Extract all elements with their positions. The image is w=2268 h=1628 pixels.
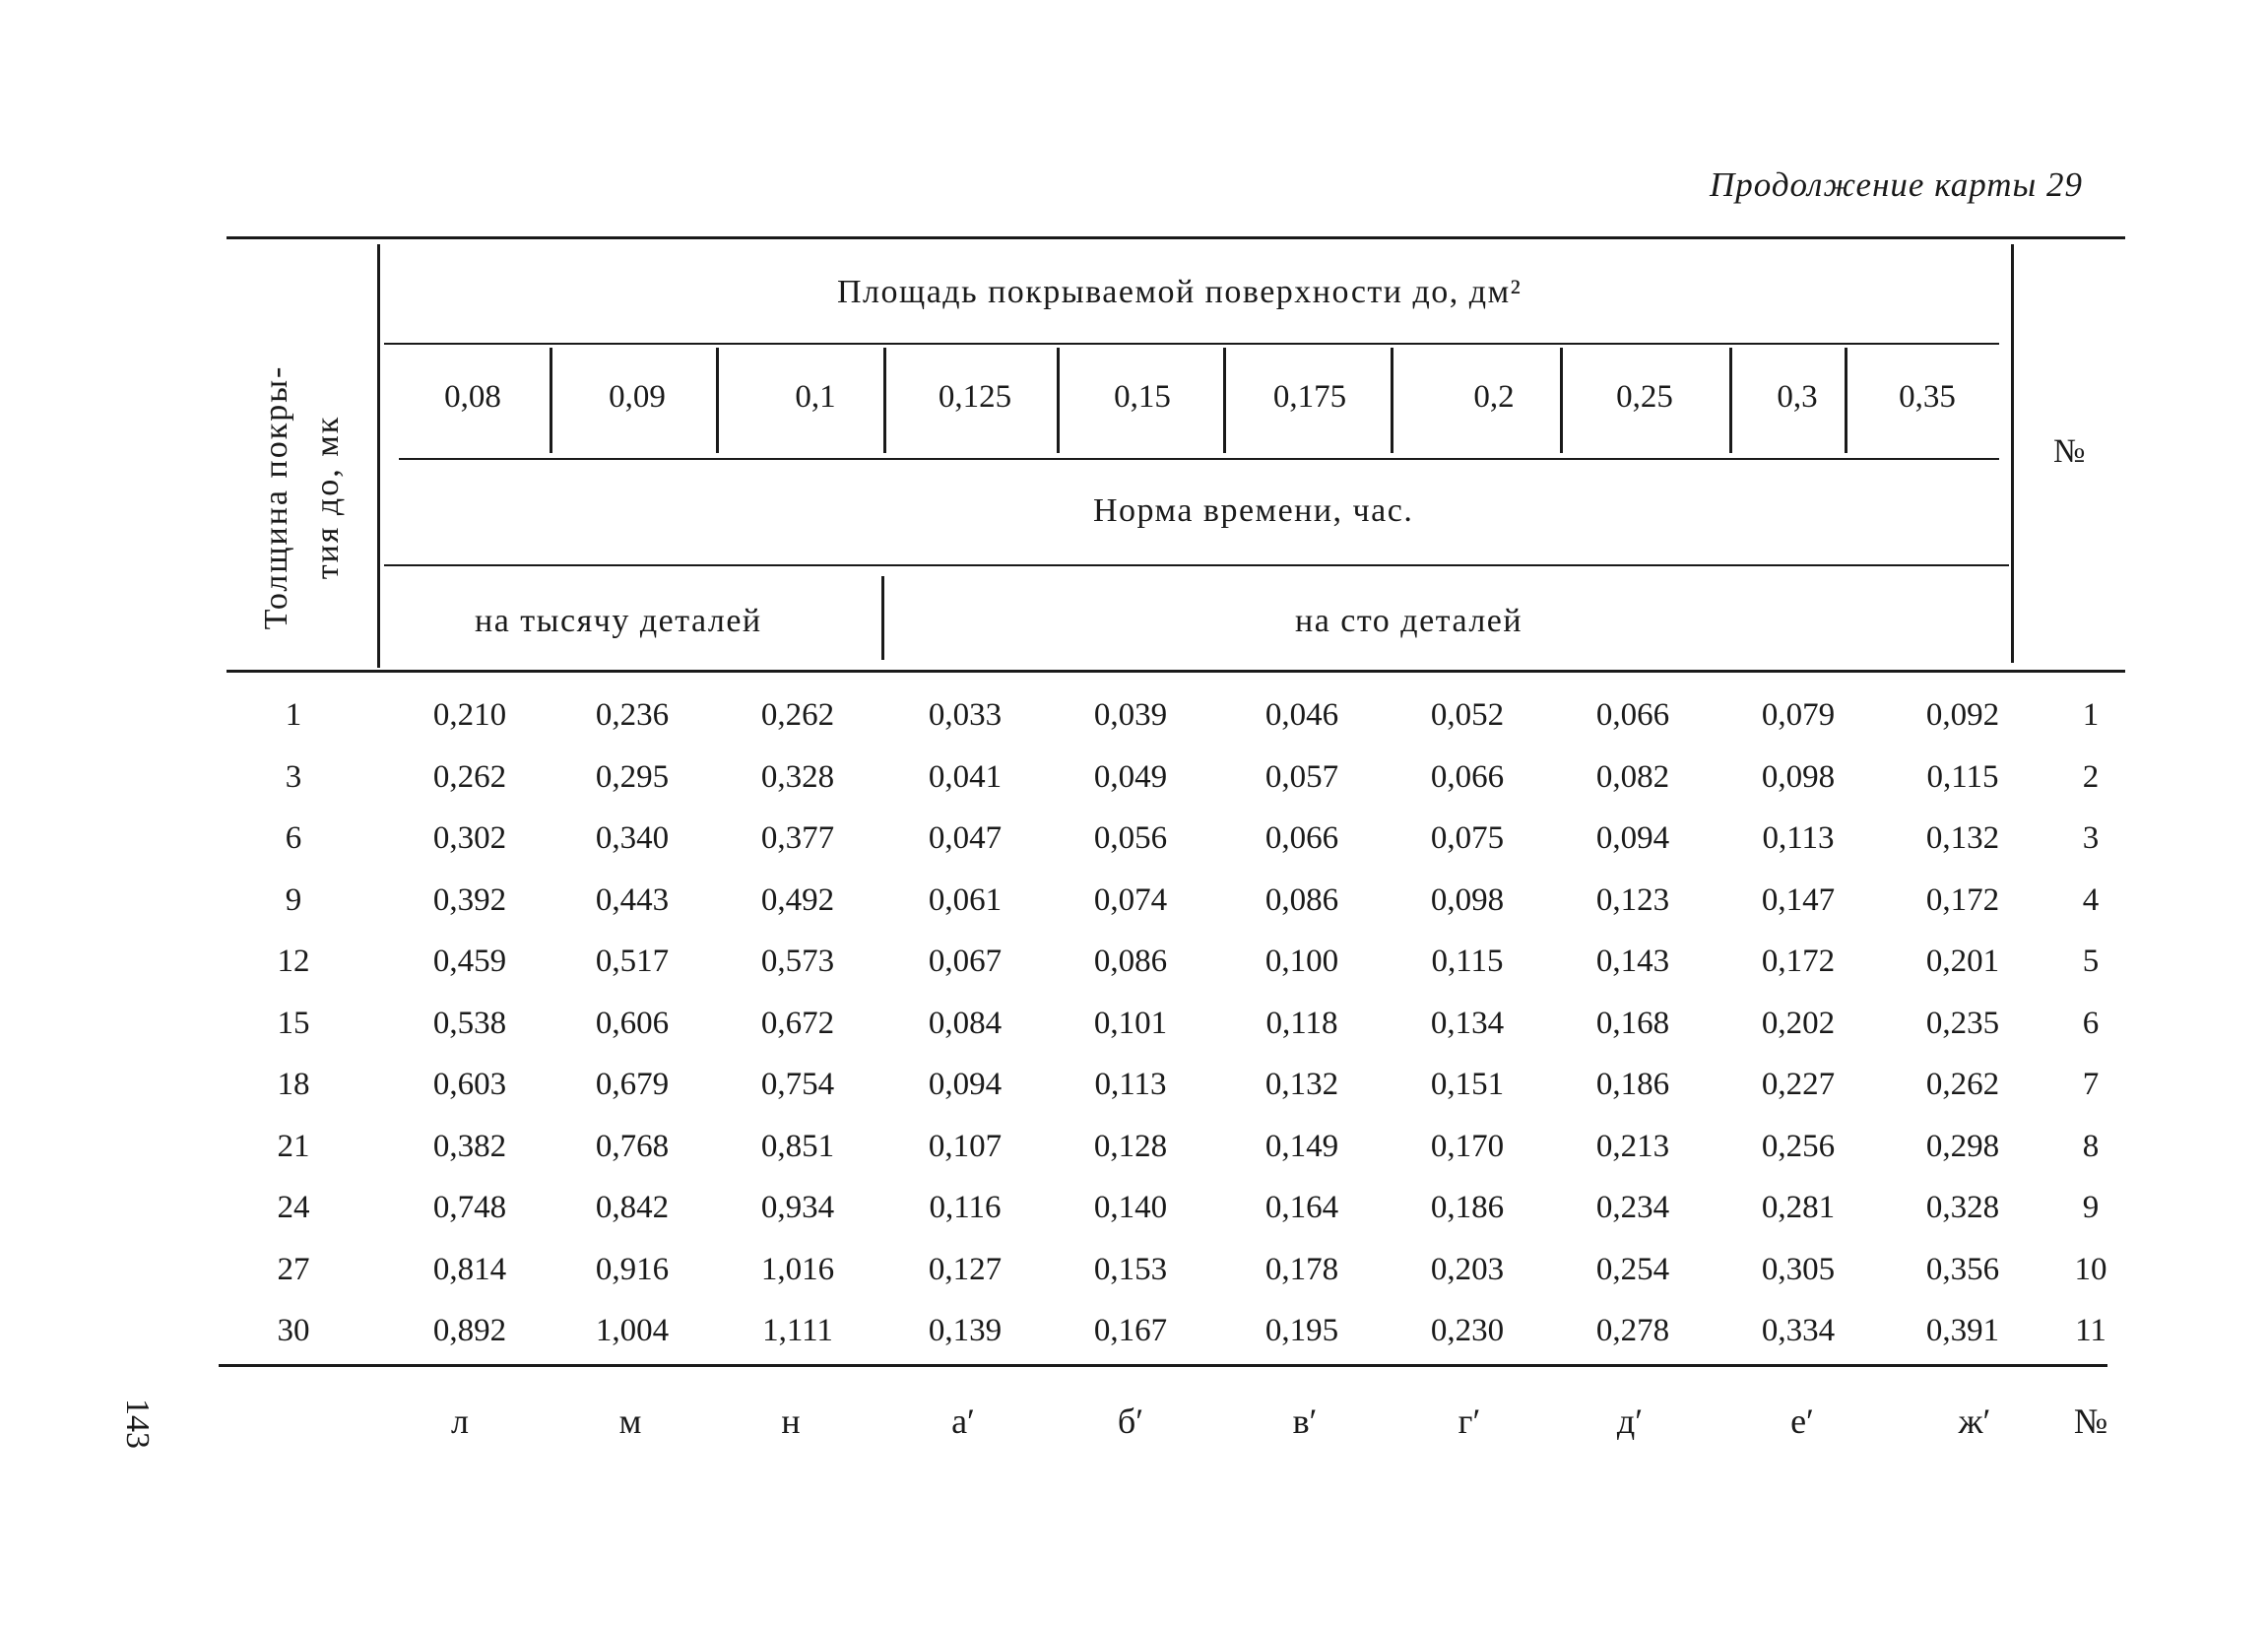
norm-value-cell: 0,377: [760, 820, 835, 856]
norm-value-cell: 0,127: [928, 1251, 1003, 1287]
norm-value-cell: 0,459: [432, 944, 507, 979]
column-letter: г′: [1458, 1401, 1481, 1441]
norm-value-cell: 0,066: [1430, 758, 1505, 795]
norm-value-cell: 0,086: [1264, 881, 1339, 918]
norm-value-cell: 0,754: [760, 1067, 835, 1102]
per-thousand-label: на тысячу деталей: [475, 603, 762, 639]
norm-value-cell: 0,538: [432, 1005, 507, 1041]
norm-value-cell: 0,098: [1761, 758, 1836, 795]
norm-value-cell: 0,164: [1264, 1190, 1339, 1225]
row-number-cell: 2: [2082, 758, 2100, 795]
norm-value-cell: 0,210: [432, 697, 507, 733]
norm-value-cell: 0,281: [1761, 1190, 1836, 1225]
norm-value-cell: 0,603: [432, 1067, 507, 1102]
thickness-cell: 30: [277, 1313, 310, 1348]
norm-value-cell: 0,443: [595, 881, 670, 918]
norm-value-cell: 0,328: [760, 758, 835, 795]
norm-value-cell: 0,047: [928, 820, 1003, 856]
norm-value-cell: 0,151: [1430, 1067, 1505, 1102]
norm-value-cell: 0,132: [1925, 820, 2000, 856]
norm-value-cell: 0,039: [1093, 697, 1168, 733]
side-label-divider: [377, 244, 380, 668]
norm-value-cell: 0,195: [1264, 1313, 1339, 1348]
norm-value-cell: 0,235: [1925, 1005, 2000, 1041]
column-letter: а′: [951, 1401, 975, 1441]
norm-value-cell: 0,132: [1264, 1067, 1339, 1102]
norm-value-cell: 0,115: [1431, 944, 1504, 979]
norm-value-cell: 0,679: [595, 1067, 670, 1102]
column-letter: н: [781, 1401, 801, 1441]
area-value: 0,15: [1114, 379, 1171, 415]
column-letter: в′: [1292, 1401, 1318, 1441]
norm-value-cell: 0,234: [1595, 1190, 1670, 1225]
norm-value-cell: 0,128: [1093, 1128, 1168, 1164]
norm-value-cell: 0,768: [595, 1128, 670, 1164]
area-divider: [1057, 348, 1060, 453]
norm-value-cell: 0,203: [1430, 1251, 1505, 1287]
area-value: 0,35: [1899, 379, 1956, 415]
area-value: 0,125: [938, 379, 1012, 415]
row-number-cell: 10: [2074, 1251, 2107, 1287]
area-values-rule: [399, 458, 1999, 460]
row-number-cell: 6: [2082, 1005, 2100, 1041]
row-number-cell: 4: [2082, 881, 2100, 918]
row-number-cell: 7: [2082, 1067, 2100, 1102]
norm-value-cell: 0,098: [1430, 881, 1505, 918]
area-value: 0,175: [1272, 379, 1347, 415]
norm-value-cell: 1,111: [762, 1313, 833, 1348]
norm-value-cell: 0,056: [1093, 820, 1168, 856]
row-number-cell: 5: [2082, 944, 2100, 979]
norm-value-cell: 0,066: [1264, 820, 1339, 856]
table-top-rule: [227, 236, 2125, 239]
norm-value-cell: 0,147: [1761, 881, 1836, 918]
norm-value-cell: 0,186: [1430, 1190, 1505, 1225]
norm-value-cell: 0,340: [595, 820, 670, 856]
thickness-label: [251, 350, 354, 645]
norm-value-cell: 0,086: [1093, 944, 1168, 979]
norm-value-cell: 0,305: [1761, 1251, 1836, 1287]
per-hundred-label: на сто деталей: [1295, 603, 1523, 639]
norm-value-cell: 0,092: [1925, 697, 2000, 733]
norm-value-cell: 0,113: [1762, 820, 1835, 856]
area-value: 0,2: [1473, 379, 1515, 415]
row-number-cell: 3: [2082, 820, 2100, 856]
area-divider: [1391, 348, 1393, 453]
thousand-hundred-divider: [881, 576, 884, 660]
norm-value-cell: 0,606: [595, 1005, 670, 1041]
norm-value-cell: 0,178: [1264, 1251, 1339, 1287]
column-letter: м: [618, 1401, 642, 1441]
thickness-cell: 6: [285, 820, 302, 856]
norm-value-cell: 0,118: [1265, 1005, 1338, 1041]
norm-value-cell: 0,573: [760, 944, 835, 979]
norm-value-cell: 0,153: [1093, 1251, 1168, 1287]
column-letter: №: [2073, 1401, 2108, 1441]
norm-value-cell: 0,149: [1264, 1128, 1339, 1164]
norm-value-cell: 0,256: [1761, 1128, 1836, 1164]
norm-value-cell: 0,236: [595, 697, 670, 733]
norm-value-cell: 0,254: [1595, 1251, 1670, 1287]
norm-value-cell: 0,230: [1430, 1313, 1505, 1348]
norm-value-cell: 0,213: [1595, 1128, 1670, 1164]
row-number-cell: 8: [2082, 1128, 2100, 1164]
thickness-cell: 18: [277, 1067, 310, 1102]
area-title: Площадь покрываемой поверхности до, дм²: [837, 274, 1523, 310]
norm-value-cell: 0,934: [760, 1190, 835, 1225]
area-divider: [716, 348, 719, 453]
norm-value-cell: 0,033: [928, 697, 1003, 733]
norm-value-cell: 0,115: [1926, 758, 1999, 795]
norm-value-cell: 0,851: [760, 1128, 835, 1164]
norm-value-cell: 0,113: [1094, 1067, 1167, 1102]
area-divider: [1223, 348, 1226, 453]
thickness-label-line1: Толщина покры-: [258, 364, 294, 630]
norm-value-cell: 0,201: [1925, 944, 2000, 979]
row-number-cell: 9: [2082, 1190, 2100, 1225]
number-header: №: [2053, 433, 2087, 470]
norm-value-cell: 0,094: [1595, 820, 1670, 856]
norm-value-cell: 0,842: [595, 1190, 670, 1225]
norm-value-cell: 0,492: [760, 881, 835, 918]
norm-value-cell: 0,295: [595, 758, 670, 795]
norm-value-cell: 0,356: [1925, 1251, 2000, 1287]
norm-value-cell: 0,172: [1925, 881, 2000, 918]
thickness-cell: 24: [277, 1190, 310, 1225]
caption: Продолжение карты 29: [1710, 165, 2083, 204]
header-bottom-rule: [227, 670, 2125, 673]
thickness-cell: 15: [277, 1005, 310, 1041]
norm-value-cell: 0,517: [595, 944, 670, 979]
table-bottom-rule: [219, 1364, 2107, 1367]
norm-value-cell: 1,016: [760, 1251, 835, 1287]
norm-value-cell: 0,139: [928, 1313, 1003, 1348]
norm-value-cell: 0,123: [1595, 881, 1670, 918]
norm-value-cell: 0,046: [1264, 697, 1339, 733]
norm-value-cell: 0,052: [1430, 697, 1505, 733]
norm-value-cell: 1,004: [595, 1313, 670, 1348]
norm-value-cell: 0,134: [1430, 1005, 1505, 1041]
thickness-cell: 12: [277, 944, 310, 979]
thickness-cell: 1: [285, 697, 302, 733]
norm-value-cell: 0,262: [1925, 1067, 2000, 1102]
page-number: 143: [119, 1399, 156, 1449]
column-letter: л: [451, 1401, 469, 1441]
norm-value-cell: 0,382: [432, 1128, 507, 1164]
norm-value-cell: 0,049: [1093, 758, 1168, 795]
norm-value-cell: 0,328: [1925, 1190, 2000, 1225]
norm-value-cell: 0,916: [595, 1251, 670, 1287]
area-value: 0,08: [444, 379, 501, 415]
norm-value-cell: 0,172: [1761, 944, 1836, 979]
area-value: 0,25: [1616, 379, 1673, 415]
norm-value-cell: 0,262: [432, 758, 507, 795]
norm-value-cell: 0,082: [1595, 758, 1670, 795]
column-letter: ж′: [1958, 1401, 1991, 1441]
norm-value-cell: 0,100: [1264, 944, 1339, 979]
norm-value-cell: 0,067: [928, 944, 1003, 979]
norm-value-cell: 0,094: [928, 1067, 1003, 1102]
norm-value-cell: 0,298: [1925, 1128, 2000, 1164]
column-letter: б′: [1117, 1401, 1144, 1441]
norm-value-cell: 0,041: [928, 758, 1003, 795]
norm-value-cell: 0,202: [1761, 1005, 1836, 1041]
thickness-cell: 9: [285, 881, 302, 918]
thickness-cell: 27: [277, 1251, 310, 1287]
area-value: 0,1: [795, 379, 836, 415]
area-divider: [550, 348, 552, 453]
norm-value-cell: 0,107: [928, 1128, 1003, 1164]
norm-value-cell: 0,061: [928, 881, 1003, 918]
norm-value-cell: 0,814: [432, 1251, 507, 1287]
norm-value-cell: 0,302: [432, 820, 507, 856]
norm-value-cell: 0,170: [1430, 1128, 1505, 1164]
column-letter: д′: [1616, 1401, 1644, 1441]
row-number-cell: 1: [2082, 697, 2100, 733]
norm-value-cell: 0,143: [1595, 944, 1670, 979]
norm-value-cell: 0,066: [1595, 697, 1670, 733]
norm-value-cell: 0,392: [432, 881, 507, 918]
norm-value-cell: 0,227: [1761, 1067, 1836, 1102]
area-value: 0,3: [1777, 379, 1818, 415]
norm-value-cell: 0,186: [1595, 1067, 1670, 1102]
norm-value-cell: 0,167: [1093, 1313, 1168, 1348]
thickness-cell: 21: [277, 1128, 310, 1164]
row-number-cell: 11: [2075, 1313, 2106, 1348]
norm-title: Норма времени, час.: [1093, 492, 1414, 529]
norm-value-cell: 0,278: [1595, 1313, 1670, 1348]
norm-rule: [384, 564, 2009, 566]
norm-value-cell: 0,892: [432, 1313, 507, 1348]
norm-value-cell: 0,168: [1595, 1005, 1670, 1041]
area-value: 0,09: [609, 379, 666, 415]
norm-value-cell: 0,074: [1093, 881, 1168, 918]
norm-value-cell: 0,116: [929, 1190, 1002, 1225]
norm-value-cell: 0,084: [928, 1005, 1003, 1041]
norm-value-cell: 0,101: [1093, 1005, 1168, 1041]
column-letter: е′: [1790, 1401, 1814, 1441]
number-column-divider: [2011, 244, 2014, 663]
norm-value-cell: 0,262: [760, 697, 835, 733]
norm-value-cell: 0,140: [1093, 1190, 1168, 1225]
thickness-cell: 3: [285, 758, 302, 795]
norm-value-cell: 0,334: [1761, 1313, 1836, 1348]
norm-value-cell: 0,391: [1925, 1313, 2000, 1348]
norm-value-cell: 0,748: [432, 1190, 507, 1225]
area-title-rule: [384, 343, 1999, 345]
norm-value-cell: 0,672: [760, 1005, 835, 1041]
thickness-label-line2: тия до, мк: [309, 415, 346, 580]
norm-value-cell: 0,079: [1761, 697, 1836, 733]
norm-value-cell: 0,075: [1430, 820, 1505, 856]
norm-value-cell: 0,057: [1264, 758, 1339, 795]
